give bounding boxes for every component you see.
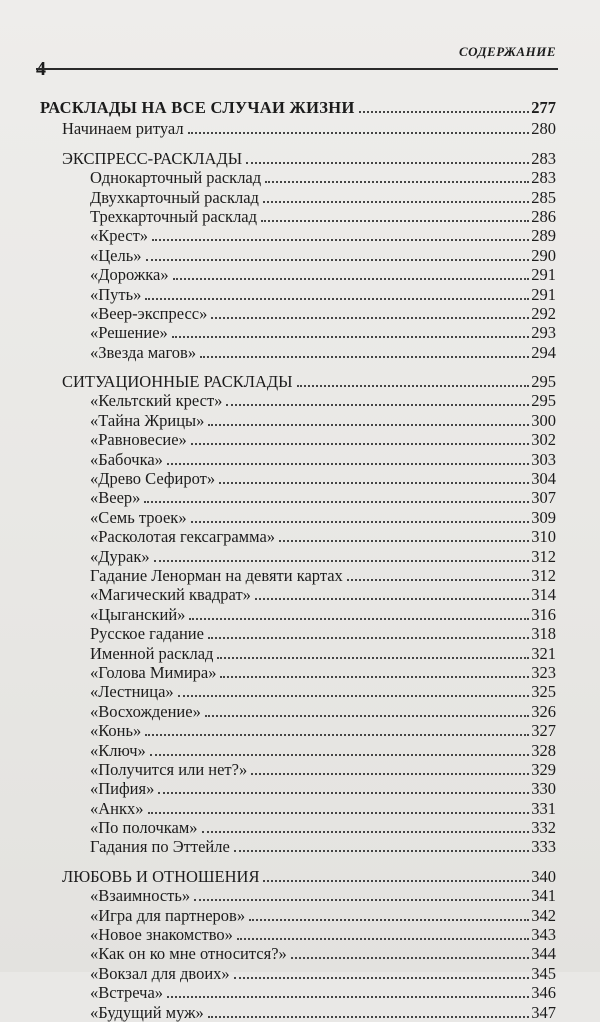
toc-entry-page: 331 (531, 798, 556, 818)
toc-entry-page: 295 (531, 372, 556, 392)
dot-leader (158, 792, 529, 794)
dot-leader (167, 463, 529, 465)
toc-entry (40, 168, 556, 187)
dot-leader (263, 201, 529, 203)
toc-entry (40, 624, 556, 643)
toc-entry-title: «Кельтский крест» (90, 391, 223, 411)
toc-entry-title: Гадания по Эттейле (90, 837, 230, 857)
toc-entry-page: 316 (531, 604, 556, 624)
dot-leader (220, 676, 529, 678)
dot-leader (234, 850, 529, 852)
toc-entry-title: «Звезда магов» (90, 342, 197, 362)
toc-entry (40, 702, 556, 721)
toc-entry-title: «Вокзал для двоих» (90, 963, 230, 983)
dot-leader (265, 181, 529, 183)
dot-leader (263, 880, 529, 882)
dot-leader (219, 482, 529, 484)
toc-entry-title: «Восхождение» (90, 701, 201, 721)
toc-entry-title: «Новое знакомство» (90, 925, 233, 945)
toc-entry-title: «Цыганский» (90, 604, 186, 624)
dot-leader (208, 1016, 529, 1018)
dot-leader (146, 259, 530, 261)
toc-entry-title: «Магический квадрат» (90, 585, 251, 605)
dot-leader (148, 812, 530, 814)
toc-entry-title: «Голова Мимира» (90, 662, 217, 682)
toc-entry-title: «Встреча» (90, 983, 164, 1003)
toc-entry-title: Начинаем ритуал (62, 119, 184, 139)
dot-leader (237, 938, 529, 940)
dot-leader (202, 831, 530, 833)
toc-entry-title: «Игра для партнеров» (90, 905, 246, 925)
toc-entry-title: «Равновесие» (90, 430, 187, 450)
dot-leader (194, 899, 529, 901)
toc-entry-page: 330 (531, 779, 556, 799)
table-of-contents (40, 98, 556, 1022)
toc-entry-page: 326 (531, 701, 556, 721)
toc-entry (40, 527, 556, 546)
toc-entry (40, 207, 556, 226)
toc-entry-title: Именной расклад (90, 643, 214, 663)
toc-entry (40, 741, 556, 760)
toc-entry (40, 188, 556, 207)
header-rule (36, 68, 558, 70)
toc-entry-title: «Крест» (90, 226, 149, 246)
toc-entry (40, 488, 556, 507)
toc-entry (40, 818, 556, 837)
toc-entry (40, 547, 556, 566)
dot-leader (226, 404, 529, 406)
toc-entry-title: «Расколотая гексаграмма» (90, 527, 276, 547)
dot-leader (249, 919, 529, 921)
dot-leader (255, 598, 529, 600)
dot-leader (145, 734, 529, 736)
toc-entry (40, 343, 556, 362)
toc-entry (40, 246, 556, 265)
toc-entry-page: 291 (531, 284, 556, 304)
toc-entry-title: Двухкарточный расклад (90, 187, 259, 207)
toc-entry (40, 98, 556, 117)
toc-entry-title: «Как он ко мне относится?» (90, 944, 287, 964)
dot-leader (167, 996, 529, 998)
toc-entry-page: 294 (531, 342, 556, 362)
dot-leader (217, 657, 529, 659)
toc-entry-page: 307 (531, 488, 556, 508)
dot-leader (251, 773, 529, 775)
toc-entry-title: «Решение» (90, 323, 168, 343)
toc-entry-title: ЭКСПРЕСС-РАСКЛАДЫ (62, 148, 243, 168)
toc-entry (40, 265, 556, 284)
toc-entry-page: 333 (531, 837, 556, 857)
toc-entry (40, 779, 556, 798)
dot-leader (279, 540, 529, 542)
dot-leader (211, 317, 529, 319)
toc-entry (40, 964, 556, 983)
toc-entry (40, 605, 556, 624)
toc-entry-page: 341 (531, 886, 556, 906)
toc-entry (40, 925, 556, 944)
toc-entry-page: 345 (531, 963, 556, 983)
toc-entry-page: 342 (531, 905, 556, 925)
dot-leader (150, 754, 530, 756)
toc-entry-title: «Веер» (90, 488, 141, 508)
dot-leader (246, 162, 529, 164)
toc-entry-page: 280 (531, 119, 556, 139)
toc-entry-page: 292 (531, 303, 556, 323)
toc-entry-title: «Анкх» (90, 798, 144, 818)
toc-entry (40, 886, 556, 905)
toc-entry (40, 450, 556, 469)
dot-leader (291, 957, 529, 959)
toc-entry (40, 1003, 556, 1022)
toc-entry-title: «Древо Сефирот» (90, 469, 216, 489)
toc-entry-title: «Путь» (90, 284, 142, 304)
dot-leader (152, 239, 529, 241)
toc-entry-page: 323 (531, 662, 556, 682)
toc-entry (40, 944, 556, 963)
toc-entry-page: 289 (531, 226, 556, 246)
toc-entry-page: 293 (531, 323, 556, 343)
toc-entry-page: 332 (531, 818, 556, 838)
toc-entry-title: «Тайна Жрицы» (90, 410, 205, 430)
toc-entry (40, 799, 556, 818)
toc-entry-page: 295 (531, 391, 556, 411)
toc-entry-title: «Дорожка» (90, 265, 169, 285)
toc-entry-title: Однокарточный расклад (90, 168, 262, 188)
toc-entry-title: «Конь» (90, 721, 142, 741)
toc-entry-title: «Ключ» (90, 740, 146, 760)
toc-entry-title: «Бабочка» (90, 449, 163, 469)
toc-entry-page: 310 (531, 527, 556, 547)
toc-entry-title: Гадание Ленорман на девяти картах (90, 565, 343, 585)
toc-entry-title: «Цель» (90, 245, 142, 265)
dot-leader (173, 278, 530, 280)
toc-entry-page: 302 (531, 430, 556, 450)
page-number: 4 (36, 58, 46, 80)
toc-entry-page: 347 (531, 1002, 556, 1022)
toc-entry-page: 285 (531, 187, 556, 207)
dot-leader (144, 501, 529, 503)
dot-leader (208, 637, 529, 639)
toc-entry (40, 323, 556, 342)
toc-entry-title: «Семь троек» (90, 507, 187, 527)
toc-entry (40, 391, 556, 410)
toc-entry-page: 343 (531, 925, 556, 945)
toc-entry-page: 277 (531, 98, 556, 117)
dot-leader (172, 336, 529, 338)
running-head: СОДЕРЖАНИЕ (458, 44, 556, 59)
toc-entry-title: «Веер-экспресс» (90, 303, 208, 323)
toc-entry (40, 285, 556, 304)
dot-leader (297, 385, 530, 387)
toc-entry (40, 508, 556, 527)
toc-entry (40, 585, 556, 604)
toc-entry-page: 283 (531, 168, 556, 188)
toc-entry-page: 346 (531, 983, 556, 1003)
toc-entry-page: 344 (531, 944, 556, 964)
dot-leader (234, 977, 530, 979)
dot-leader (200, 356, 529, 358)
toc-entry-page: 327 (531, 721, 556, 741)
toc-entry (40, 867, 556, 886)
toc-entry-page: 325 (531, 682, 556, 702)
toc-entry-page: 314 (531, 585, 556, 605)
toc-entry (40, 226, 556, 245)
toc-entry-page: 309 (531, 507, 556, 527)
toc-entry-page: 312 (531, 546, 556, 566)
toc-entry (40, 469, 556, 488)
toc-entry (40, 430, 556, 449)
toc-entry (40, 721, 556, 740)
toc-entry-page: 303 (531, 449, 556, 469)
toc-entry-page: 329 (531, 759, 556, 779)
toc-entry-page: 300 (531, 410, 556, 430)
dot-leader (145, 298, 529, 300)
toc-entry (40, 682, 556, 701)
dot-leader (191, 521, 530, 523)
toc-entry-title: «Взаимность» (90, 886, 191, 906)
toc-entry-page: 318 (531, 624, 556, 644)
dot-leader (191, 443, 529, 445)
toc-entry-page: 291 (531, 265, 556, 285)
dot-leader (359, 111, 530, 113)
toc-entry (40, 149, 556, 168)
toc-entry-title: «Получится или нет?» (90, 759, 248, 779)
toc-entry-title: «Дурак» (90, 546, 150, 566)
dot-leader (178, 695, 530, 697)
toc-entry-title: РАСКЛАДЫ НА ВСЕ СЛУЧАИ ЖИЗНИ (40, 98, 355, 117)
toc-entry (40, 760, 556, 779)
dot-leader (208, 424, 529, 426)
toc-entry (40, 372, 556, 391)
toc-entry-page: 290 (531, 245, 556, 265)
toc-entry-title: ЛЮБОВЬ И ОТНОШЕНИЯ (62, 866, 260, 886)
toc-entry (40, 411, 556, 430)
dot-leader (205, 715, 529, 717)
toc-entry (40, 837, 556, 856)
dot-leader (154, 560, 530, 562)
toc-entry-title: СИТУАЦИОННЫЕ РАСКЛАДЫ (62, 372, 293, 392)
toc-entry-page: 328 (531, 740, 556, 760)
toc-entry-page: 312 (531, 565, 556, 585)
toc-entry-page: 340 (531, 866, 556, 886)
toc-entry-title: Русское гадание (90, 624, 204, 644)
dot-leader (261, 220, 529, 222)
dot-leader (188, 132, 530, 134)
toc-entry-title: Трехкарточный расклад (90, 206, 258, 226)
toc-entry (40, 304, 556, 323)
toc-entry-page: 304 (531, 469, 556, 489)
toc-entry (40, 983, 556, 1002)
toc-entry-page: 286 (531, 206, 556, 226)
toc-entry-title: «Будущий муж» (90, 1002, 204, 1022)
toc-entry (40, 906, 556, 925)
toc-entry-page: 283 (531, 148, 556, 168)
toc-entry-page: 321 (531, 643, 556, 663)
toc-entry (40, 566, 556, 585)
toc-entry-title: «Пифия» (90, 779, 155, 799)
toc-entry (40, 663, 556, 682)
toc-entry (40, 119, 556, 138)
dot-leader (347, 579, 529, 581)
toc-entry (40, 644, 556, 663)
toc-entry-title: «Лестница» (90, 682, 174, 702)
dot-leader (189, 618, 529, 620)
toc-entry-title: «По полочкам» (90, 818, 198, 838)
